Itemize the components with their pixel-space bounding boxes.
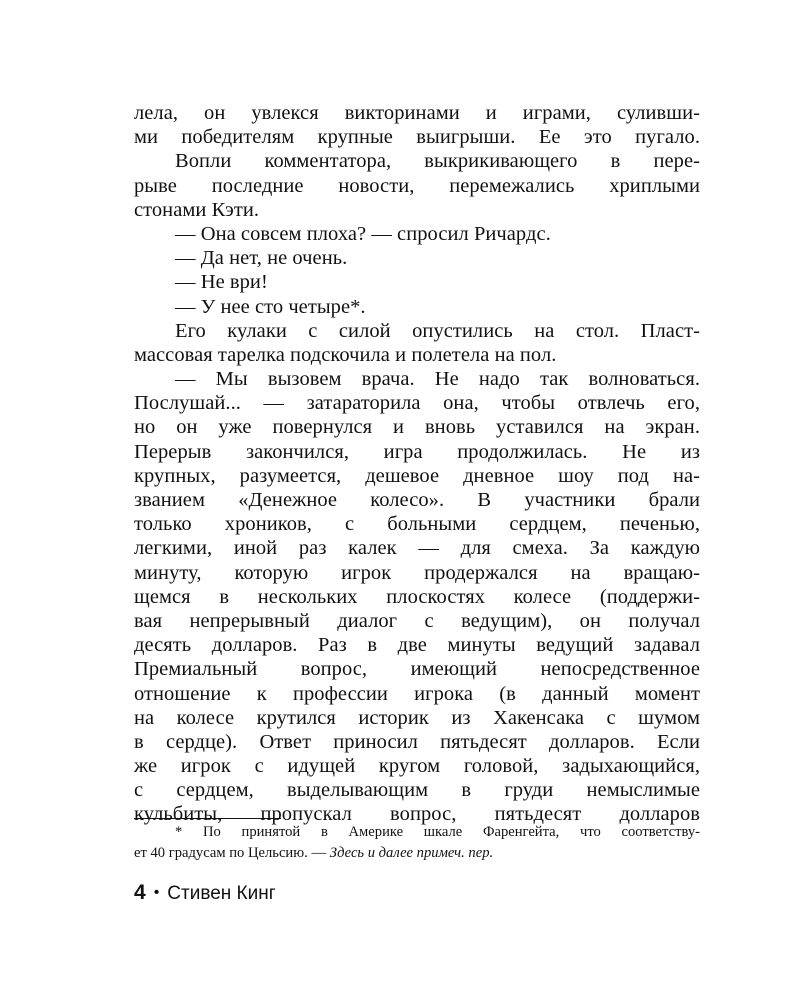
text-line: в сердце). Ответ приносил пятьдесят долларов. Если [134, 730, 700, 753]
text-line: Премиальный вопрос, имеющий непосредственное [134, 658, 700, 681]
text-line: массовая тарелка подскочила и полетела на пол. [134, 343, 557, 366]
footnote [134, 822, 700, 864]
text-line: званием «Денежное колесо». В участники брали [134, 489, 700, 511]
text-line: десять долларов. Раз в две минуты ведущий задавал [134, 634, 700, 657]
text-line: с сердцем, выделывающим в груди немыслимые [134, 779, 700, 802]
author-name: Стивен Кинг [167, 883, 276, 904]
dialogue-line: — Она совсем плоха? — спросил Ричардс. [175, 222, 551, 245]
main-text-block [134, 101, 700, 827]
text-line: стонами Кэти. [134, 198, 260, 221]
text-line: ми победителям крупные выигрыши. Ее это пугало. [134, 126, 700, 149]
dialogue-line: — Да нет, не очень. [175, 247, 348, 270]
text-line: крупных, разумеется, дешевое дневное шоу под на- [134, 464, 700, 487]
text-line: только хроников, с больными сердцем, печенью, [134, 513, 700, 536]
text-line: Послушай... — затараторила она, чтобы отвлечь его, [134, 392, 700, 415]
text-line: Перерыв закончился, игра продолжилась. Не из [134, 440, 700, 463]
text-line: рыве последние новости, перемежались хриплыми [134, 174, 700, 197]
text-line: на колесе крутился историк из Хакенсака с шумом [134, 706, 700, 729]
text-line: же игрок с идущей кругом головой, задыхающийся, [134, 755, 700, 778]
text-line: легкими, иной раз калек — для смеха. За каждую [134, 537, 700, 560]
footnote-line [134, 843, 700, 864]
dialogue-line: — Не ври! [175, 271, 268, 294]
footnote-divider [134, 818, 281, 819]
translator-note: Здесь и далее примеч. пер. [329, 845, 494, 861]
footnote-text: ет 40 градусам по Цельсию. — [134, 845, 330, 861]
dialogue-line: — Мы вызовем врача. Не надо так волноваться. [175, 368, 700, 391]
bullet-separator: • [153, 884, 160, 901]
text-line: отношение к профессии игрока (в данный момент [134, 682, 700, 705]
text-line: щемся в нескольких плоскостях колесе (поддержи- [134, 585, 700, 608]
text-line: минуту, которую игрок продержался на вращаю- [134, 561, 700, 584]
footnote-line: * По принятой в Америке шкале Фаренгейта, что соответству- [175, 824, 700, 840]
text-line: но он уже повернулся и вновь уставился на экран. [134, 416, 700, 439]
running-footer [134, 880, 276, 906]
text-line: вая непрерывный диалог с ведущим), он получал [134, 609, 700, 632]
text-line: кульбиты, пропускал вопрос, пятьдесят долларов [134, 803, 700, 826]
text-line: Вопли комментатора, выкрикивающего в пере- [175, 150, 700, 173]
page-number: 4 [134, 881, 146, 904]
text-line: лела, он увлекся викторинами и играми, суливши- [134, 102, 700, 124]
text-line: Его кулаки с силой опустились на стол. Пласт- [175, 319, 700, 342]
dialogue-line: — У нее сто четыре*. [175, 295, 366, 318]
